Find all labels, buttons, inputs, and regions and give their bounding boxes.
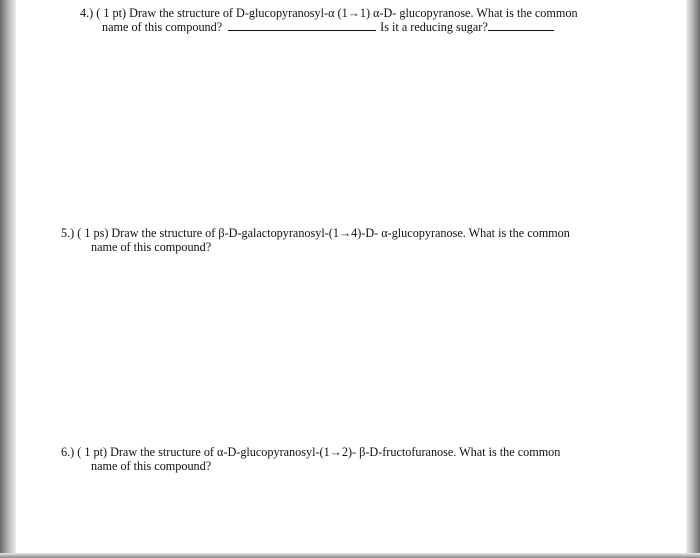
question-4-name-blank[interactable]: [228, 20, 376, 31]
question-4-reducing-label: Is it a reducing sugar?: [380, 20, 488, 34]
page-left-shadow: [0, 0, 16, 558]
document-page: [16, 0, 686, 553]
question-4-reducing-blank[interactable]: [488, 20, 554, 31]
page-bottom-shadow: [0, 553, 700, 558]
question-4-prompt: 4.) ( 1 pt) Draw the structure of D-glucopyranosyl-α (1→1) α-D- glucopyranose. What is the common: [80, 6, 578, 20]
question-4-name-label: name of this compound?: [102, 20, 223, 34]
question-5: [61, 226, 570, 254]
question-4: [80, 6, 578, 34]
question-5-name-label: name of this compound?: [91, 240, 212, 254]
question-6-name-label: name of this compound?: [91, 459, 212, 473]
question-6-prompt: 6.) ( 1 pt) Draw the structure of α-D-glucopyranosyl-(1→2)- β-D-fructofuranose. What is the common: [61, 445, 561, 459]
page-right-shadow: [686, 0, 700, 558]
question-6: [61, 445, 560, 473]
question-4-line2: [80, 20, 578, 34]
question-5-prompt: 5.) ( 1 ps) Draw the structure of β-D-galactopyranosyl-(1→4)-D- α-glucopyranose. What is the common: [61, 226, 570, 240]
